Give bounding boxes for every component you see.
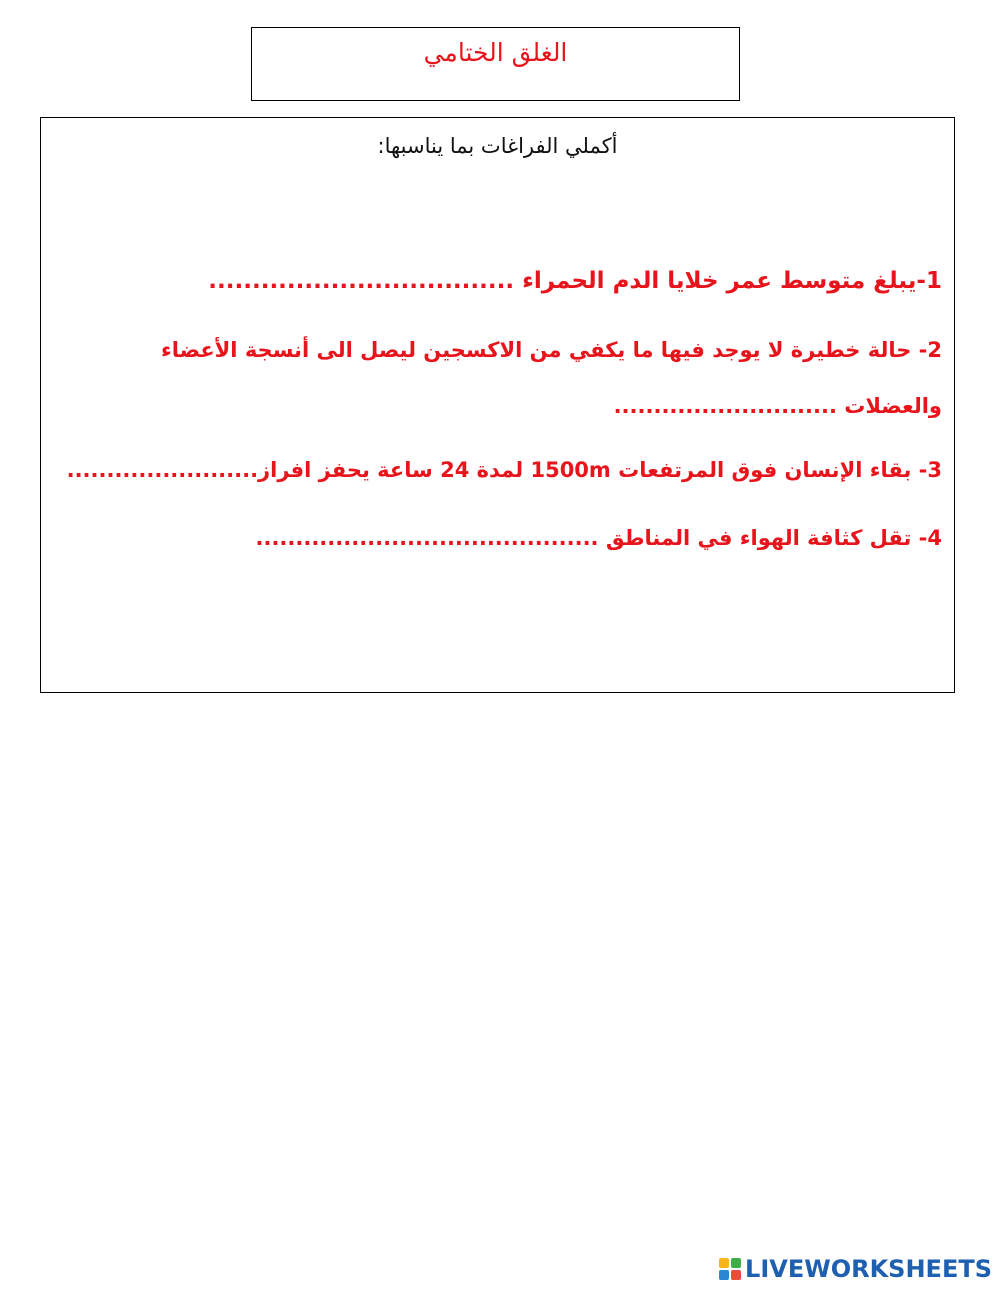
question-2-line-1: 2- حالة خطيرة لا يوجد فيها ما يكفي من الاكسجين ليصل الى أنسجة الأعضاء xyxy=(161,338,942,362)
liveworksheets-logo-icon xyxy=(719,1258,741,1280)
question-3: 3- بقاء الإنسان فوق المرتفعات 1500m لمدة 24 ساعة يحفز افراز........................ xyxy=(66,458,942,482)
logo-text: LIVEWORKSHEETS xyxy=(745,1255,992,1283)
question-4: 4- تقل كثافة الهواء في المناطق ........................................... xyxy=(255,526,942,550)
question-1: 1-يبلغ متوسط عمر خلايا الدم الحمراء ................................... xyxy=(208,268,942,294)
worksheet-title: الغلق الختامي xyxy=(423,38,568,67)
title-box xyxy=(251,27,740,101)
questions-box xyxy=(40,117,955,693)
instruction-text: أكملي الفراغات بما يناسبها: xyxy=(377,134,618,158)
liveworksheets-logo xyxy=(719,1255,992,1283)
question-2-line-2: والعضلات ............................ xyxy=(613,394,942,418)
